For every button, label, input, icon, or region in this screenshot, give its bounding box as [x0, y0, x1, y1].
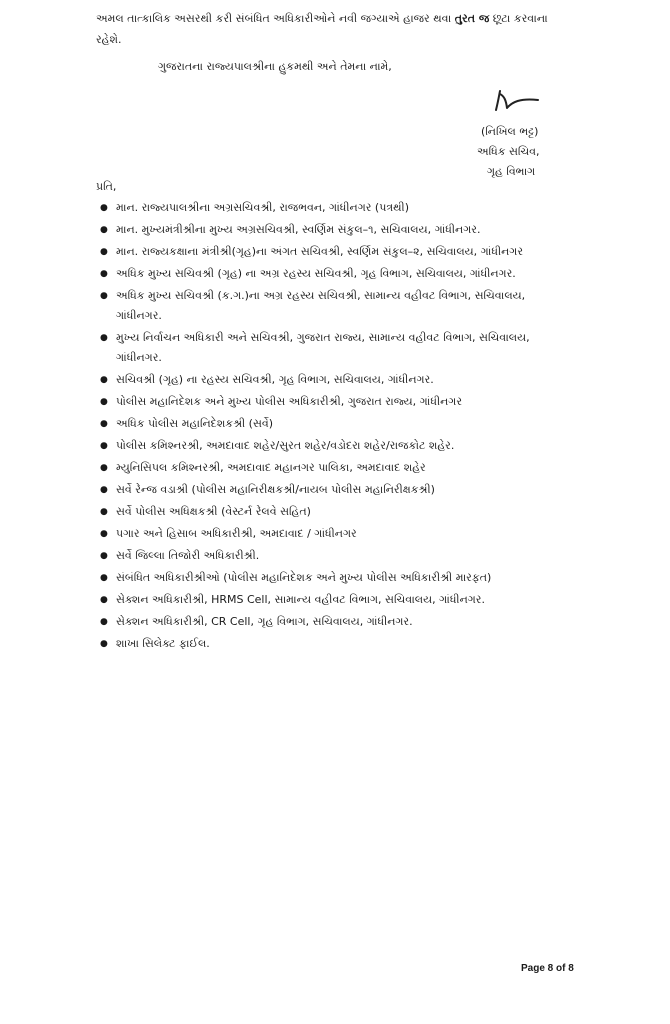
bullet-icon: ● — [100, 507, 108, 517]
list-item — [100, 502, 570, 522]
list-item-text: માન. રાજ્યપાલશ્રીના અગ્રસચિવશ્રી, રાજભવન, ગાંધીનગર (પત્રથી) — [116, 201, 409, 214]
list-item — [100, 286, 570, 326]
bullet-icon: ● — [100, 269, 108, 279]
page-number: Page 8 of 8 — [521, 963, 574, 974]
bullet-icon: ● — [100, 419, 108, 429]
signature-mark — [490, 88, 542, 114]
list-item-text: સેક્શન અધિકારીશ્રી, CR Cell, ગૃહ વિભાગ, સચિવાલય, ગાંધીનગર. — [116, 615, 413, 628]
intro-bold-text: તુરત જ — [454, 12, 490, 25]
list-item-text: સર્વે જિલ્લા તિજોરી અધિકારીશ્રી. — [116, 549, 260, 562]
list-item-text: સંબંધિત અધિકારીશ્રીઓ (પોલીસ મહાનિદેશક અને મુખ્ય પોલીસ અધિકારીશ્રી મારફત) — [116, 571, 492, 584]
bullet-icon: ● — [100, 203, 108, 213]
signatory-designation: અધિક સચિવ, — [477, 145, 540, 158]
list-item-text: અધિક મુખ્ય સચિવશ્રી (ક.ગ.)ના અગ્ર રહસ્ય સચિવશ્રી, સામાન્ય વહીવટ વિભાગ, સચિવાલય, ગાંધીનગર. — [116, 289, 526, 322]
list-item — [100, 568, 570, 588]
list-item — [100, 546, 570, 566]
bullet-icon: ● — [100, 639, 108, 649]
bullet-icon: ● — [100, 333, 108, 343]
list-item — [100, 220, 570, 240]
bullet-icon: ● — [100, 551, 108, 561]
list-item — [100, 198, 570, 218]
signatory-block — [475, 122, 540, 182]
list-item — [100, 242, 570, 262]
bullet-icon: ● — [100, 463, 108, 473]
list-item-text: સર્વે પોલીસ અધિક્ષકશ્રી (વેસ્ટર્ન રેલવે સહિત) — [116, 505, 311, 518]
bullet-icon: ● — [100, 397, 108, 407]
bullet-icon: ● — [100, 225, 108, 235]
order-line: ગુજરાતના રાજ્યપાલશ્રીના હુકમથી અને તેમના નામે, — [158, 60, 392, 73]
list-item — [100, 414, 570, 434]
list-item — [100, 370, 570, 390]
list-item — [100, 634, 570, 654]
list-item — [100, 612, 570, 632]
list-item — [100, 458, 570, 478]
list-item-text: પોલીસ મહાનિદેશક અને મુખ્ય પોલીસ અધિકારીશ્રી, ગુજરાત રાજ્ય, ગાંધીનગર — [116, 395, 463, 408]
bullet-icon: ● — [100, 375, 108, 385]
prati-label: પ્રતિ, — [96, 180, 117, 193]
list-item — [100, 436, 570, 456]
intro-paragraph — [96, 8, 566, 50]
list-item-text: મુખ્ય નિર્વાચન અધિકારી અને સચિવશ્રી, ગુજરાત રાજ્ય, સામાન્ય વહીવટ વિભાગ, સચિવાલય, ગાંધીનગર. — [116, 331, 530, 364]
bullet-icon: ● — [100, 247, 108, 257]
list-item-text: માન. મુખ્યમંત્રીશ્રીના મુખ્ય અગ્રસચિવશ્રી, સ્વર્ણિમ સંકુલ–૧, સચિવાલય, ગાંધીનગર. — [116, 223, 481, 236]
list-item — [100, 480, 570, 500]
list-item-text: માન. રાજ્યકક્ષાના મંત્રીશ્રી(ગૃહ)ના અંગત સચિવશ્રી, સ્વર્ણિમ સંકુલ–૨, સચિવાલય, ગાંધીનગર — [116, 245, 524, 258]
bullet-icon: ● — [100, 441, 108, 451]
intro-text-end: છૂટા કરવાના રહેશે. — [96, 12, 548, 46]
list-item-text: મ્યુનિસિપલ કમિશ્નરશ્રી, અમદાવાદ મહાનગર પાલિકા, અમદાવાદ શહેર — [116, 461, 426, 474]
bullet-icon: ● — [100, 291, 108, 301]
bullet-icon: ● — [100, 617, 108, 627]
list-item-text: શાખા સિલેક્ટ ફાઈલ. — [116, 637, 210, 650]
signatory-department: ગૃહ વિભાગ — [487, 165, 536, 178]
list-item — [100, 328, 570, 368]
list-item-text: સચિવશ્રી (ગૃહ) ના રહસ્ય સચિવશ્રી, ગૃહ વિભાગ, સચિવાલય, ગાંધીનગર. — [116, 373, 434, 386]
list-item-text: અધિક મુખ્ય સચિવશ્રી (ગૃહ) ના અગ્ર રહસ્ય સચિવશ્રી, ગૃહ વિભાગ, સચિવાલય, ગાંધીનગર. — [116, 267, 516, 280]
list-item-text: પગાર અને હિસાબ અધિકારીશ્રી, અમદાવાદ / ગાંધીનગર — [116, 527, 357, 540]
list-item-text: સેક્શન અધિકારીશ્રી, HRMS Cell, સામાન્ય વહીવટ વિભાગ, સચિવાલય, ગાંધીનગર. — [116, 593, 485, 606]
intro-text-start: અમલ તાત્કાલિક અસરથી કરી સંબંધિત અધિકારીઓને નવી જગ્યાએ હાજર થવા — [96, 12, 455, 25]
bullet-icon: ● — [100, 529, 108, 539]
bullet-icon: ● — [100, 595, 108, 605]
list-item-text: અધિક પોલીસ મહાનિદેશકશ્રી (સર્વે) — [116, 417, 274, 430]
list-item — [100, 590, 570, 610]
list-item — [100, 524, 570, 544]
list-item-text: સર્વે રેન્જ વડાશ્રી (પોલીસ મહાનિરીક્ષકશ્રી/નાયબ પોલીસ મહાનિરીક્ષકશ્રી) — [116, 483, 435, 496]
bullet-icon: ● — [100, 573, 108, 583]
list-item-text: પોલીસ કમિશ્નરશ્રી, અમદાવાદ શહેર/સુરત શહેર/વડોદરા શહેર/રાજકોટ શહેર. — [116, 439, 455, 452]
distribution-list — [100, 198, 570, 656]
list-item — [100, 264, 570, 284]
list-item — [100, 392, 570, 412]
signatory-name: (નિખિલ ભટ્ટ) — [481, 125, 539, 138]
bullet-icon: ● — [100, 485, 108, 495]
